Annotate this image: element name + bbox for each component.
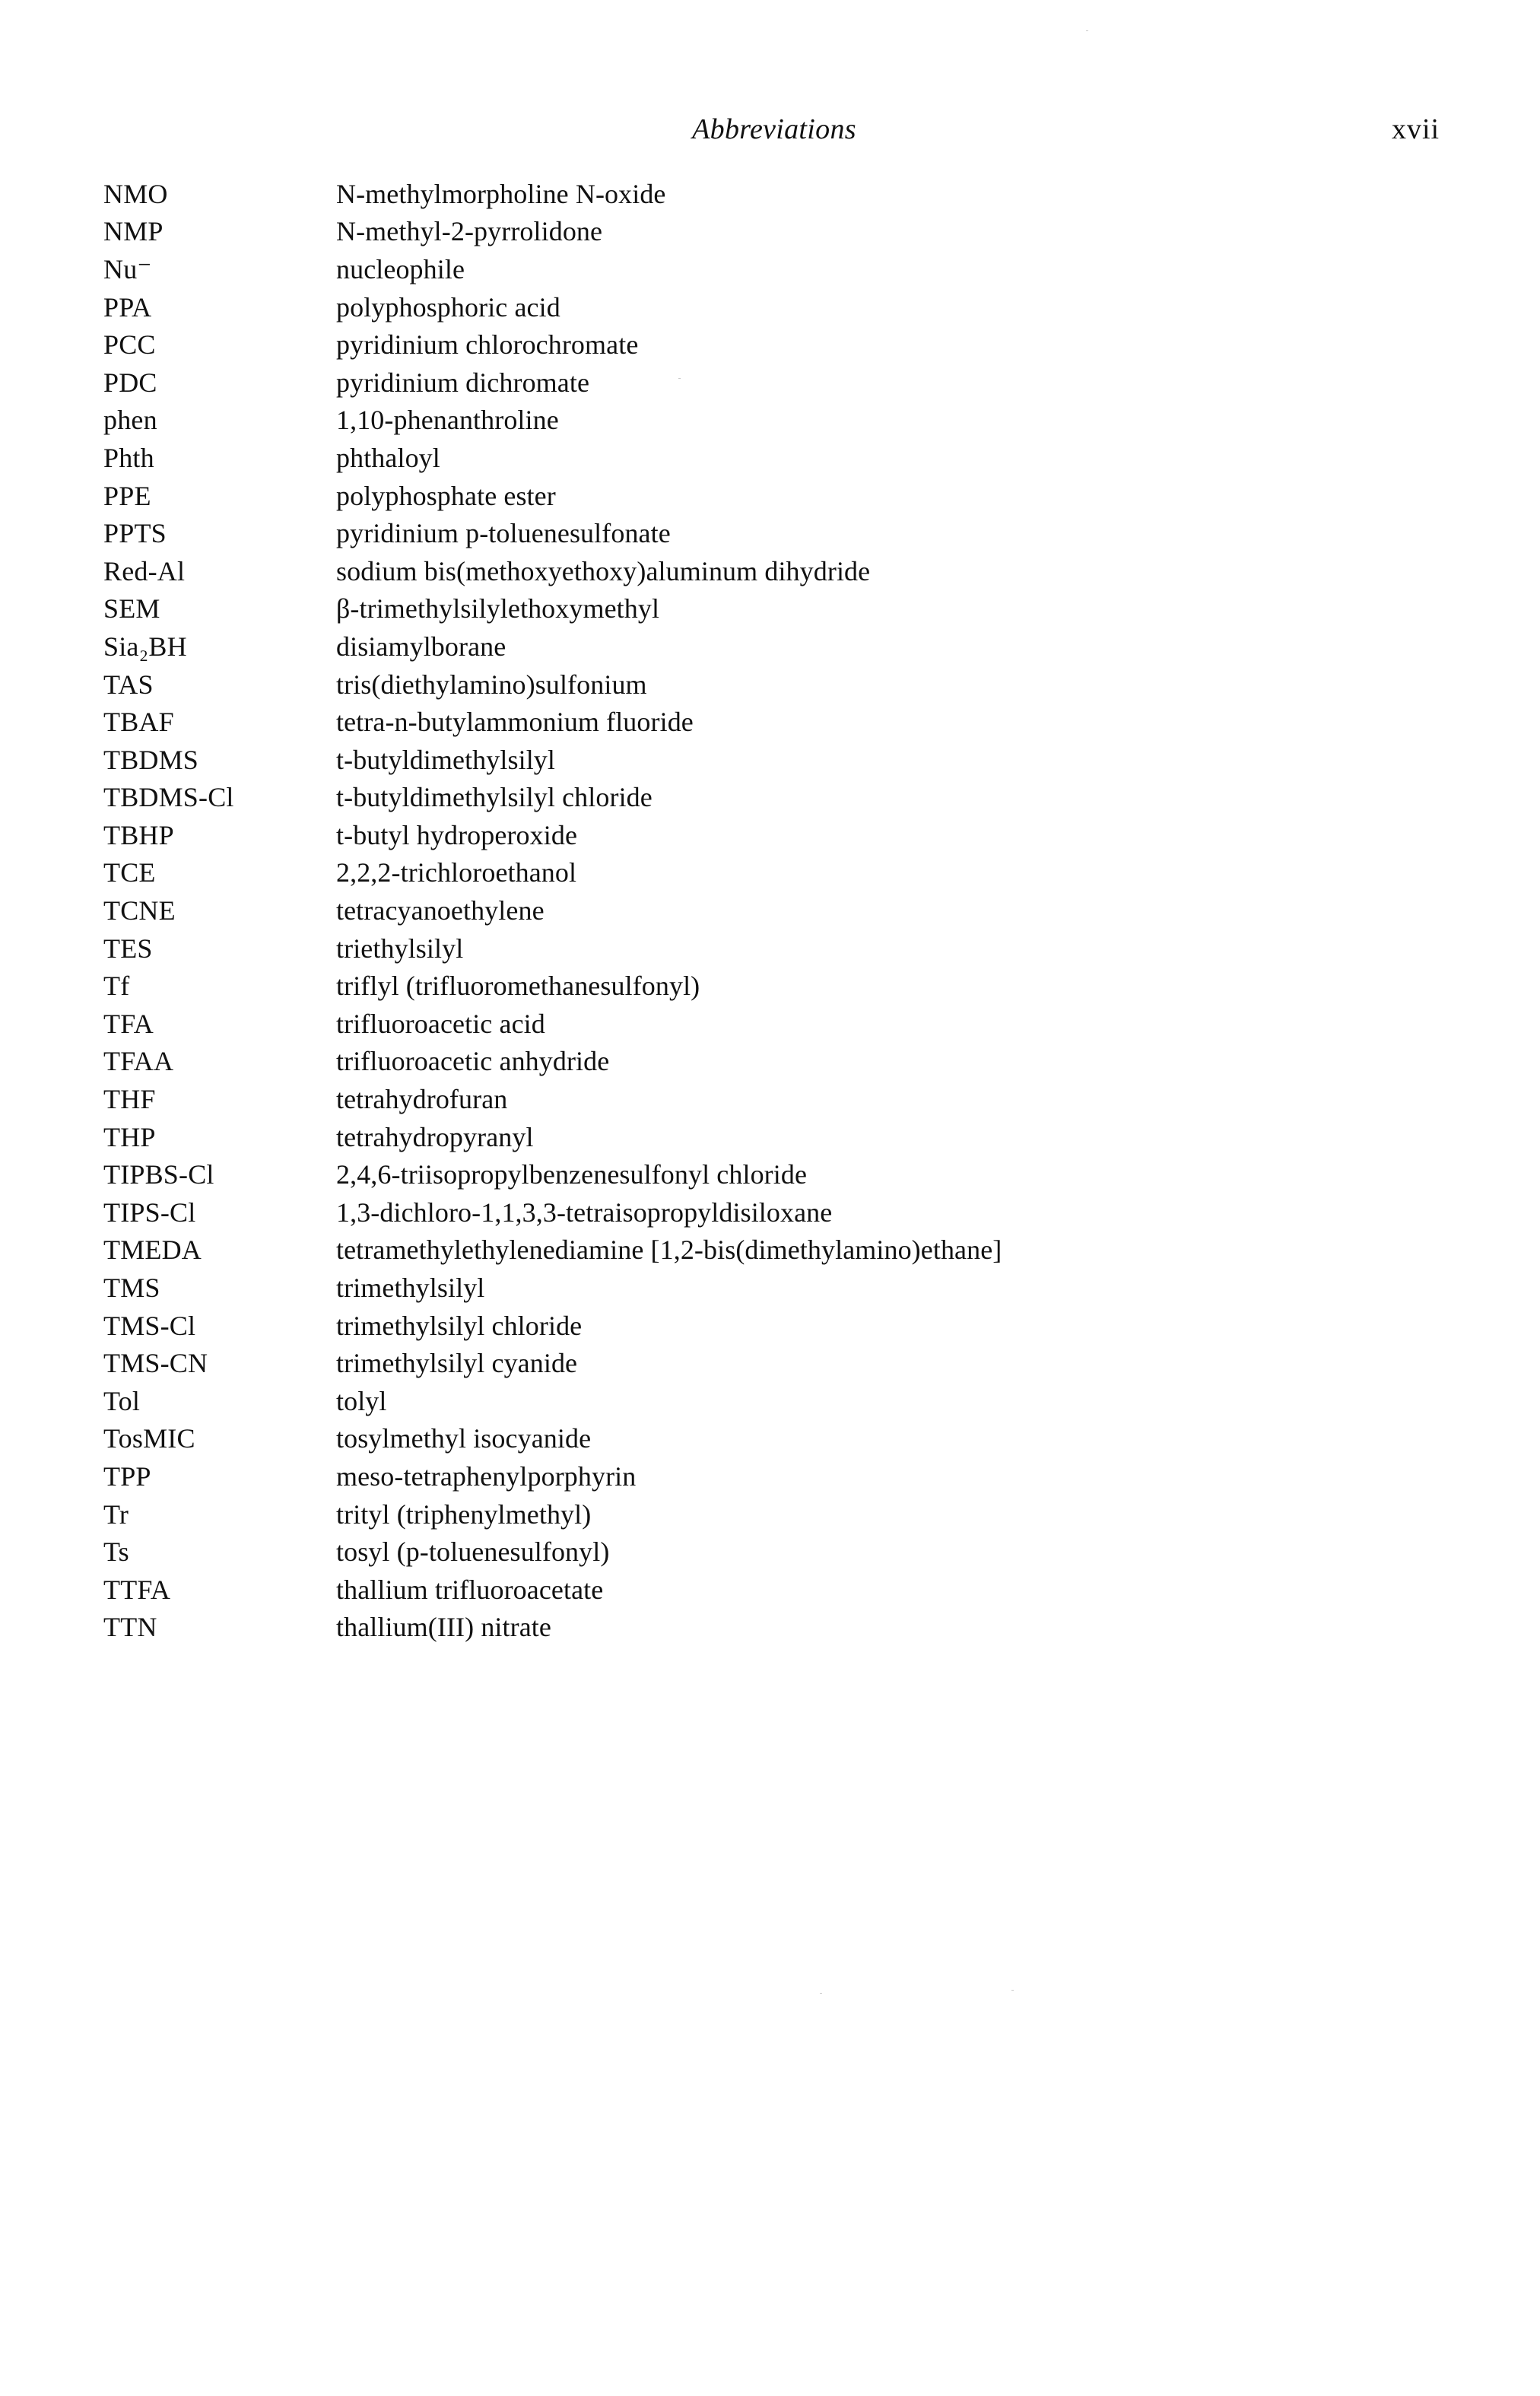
abbreviation-row [103, 628, 1396, 666]
abbreviation-row [103, 666, 1396, 704]
abbreviation-row [103, 1155, 1396, 1193]
abbreviation-row [103, 1005, 1396, 1043]
abbreviation-row [103, 1118, 1396, 1156]
abbreviation-row [103, 1080, 1396, 1118]
abbreviation-row [103, 1043, 1396, 1081]
abbreviation-definition: meso-tetraphenylporphyrin [336, 1460, 637, 1492]
abbreviation-definition: trimethylsilyl [336, 1273, 485, 1304]
abbreviation-row [103, 402, 1396, 440]
abbreviation-term: TCE [103, 857, 156, 888]
scan-speck [1086, 30, 1088, 31]
abbreviation-definition: thallium(III) nitrate [336, 1612, 551, 1643]
abbreviation-term: TMS-Cl [103, 1310, 196, 1341]
abbreviation-definition: phthaloyl [336, 442, 440, 473]
abbreviation-definition: nucleophile [336, 253, 465, 284]
abbreviation-term: TTN [103, 1612, 157, 1643]
abbreviation-row [103, 364, 1396, 402]
abbreviation-term: PPE [103, 480, 151, 511]
abbreviation-definition: β-trimethylsilylethoxymethyl [336, 593, 660, 624]
abbreviation-definition: tris(diethylamino)sulfonium [336, 669, 647, 700]
abbreviation-term: TES [103, 933, 153, 964]
abbreviation-row [103, 552, 1396, 590]
abbreviation-row [103, 1344, 1396, 1382]
abbreviation-definition: N-methylmorpholine N-oxide [336, 178, 666, 209]
abbreviation-definition: tetrahydropyranyl [336, 1121, 534, 1152]
abbreviation-row [103, 703, 1396, 741]
abbreviation-definition: sodium bis(methoxyethoxy)aluminum dihydride [336, 555, 871, 586]
abbreviation-definition: t-butyl hydroperoxide [336, 819, 578, 850]
scan-speck [1011, 1990, 1014, 1991]
abbreviation-definition: polyphosphoric acid [336, 291, 560, 323]
abbreviation-term: phen [103, 405, 157, 436]
abbreviation-definition: triflyl (trifluoromethanesulfonyl) [336, 971, 700, 1002]
abbreviation-definition: tetrahydrofuran [336, 1084, 508, 1115]
abbreviation-row [103, 741, 1396, 779]
abbreviation-row [103, 439, 1396, 477]
abbreviation-definition: tosyl (p-toluenesulfonyl) [336, 1536, 610, 1568]
page-number: xvii [1392, 113, 1440, 145]
abbreviation-term: Red-Al [103, 555, 186, 586]
abbreviation-term: TIPBS-Cl [103, 1159, 214, 1190]
abbreviation-row [103, 854, 1396, 892]
abbreviation-term: Nu⁻ [103, 253, 152, 284]
abbreviation-definition: pyridinium chlorochromate [336, 329, 639, 361]
abbreviation-row [103, 213, 1396, 251]
abbreviation-definition: trimethylsilyl cyanide [336, 1348, 578, 1379]
abbreviation-definition: tetra-n-butylammonium fluoride [336, 707, 694, 738]
abbreviation-definition: triethylsilyl [336, 933, 464, 964]
abbreviation-term: PDC [103, 367, 157, 398]
abbreviation-term: SEM [103, 593, 160, 624]
abbreviation-row [103, 1382, 1396, 1420]
abbreviation-definition: thallium trifluoroacetate [336, 1574, 604, 1605]
abbreviation-definition: pyridinium p-toluenesulfonate [336, 518, 671, 549]
abbreviation-term: Tr [103, 1498, 129, 1530]
abbreviation-definition: trityl (triphenylmethyl) [336, 1498, 592, 1530]
abbreviation-row [103, 1193, 1396, 1231]
abbreviation-row [103, 1307, 1396, 1345]
abbreviation-definition: t-butyldimethylsilyl [336, 744, 555, 775]
abbreviation-term: PPA [103, 291, 152, 323]
abbreviation-definition: tolyl [336, 1385, 387, 1416]
abbreviation-definition: polyphosphate ester [336, 480, 556, 511]
abbreviation-term: TBHP [103, 819, 174, 850]
abbreviation-term: TBDMS-Cl [103, 782, 234, 813]
abbreviation-definition: tetramethylethylenediamine [1,2-bis(dimethylamino)ethane] [336, 1235, 1002, 1266]
abbreviation-term: PCC [103, 329, 156, 361]
abbreviation-term: Sia₂BH [103, 631, 187, 662]
scan-speck [678, 378, 681, 379]
abbreviation-definition: t-butyldimethylsilyl chloride [336, 782, 653, 813]
abbreviation-row [103, 1495, 1396, 1533]
abbreviation-definition: trifluoroacetic acid [336, 1008, 545, 1039]
abbreviation-term: TCNE [103, 895, 176, 926]
abbreviation-term: TosMIC [103, 1423, 195, 1454]
abbreviation-term: TBDMS [103, 744, 199, 775]
abbreviation-row [103, 250, 1396, 288]
abbreviation-row [103, 816, 1396, 854]
abbreviation-row [103, 779, 1396, 817]
abbreviation-definition: trifluoroacetic anhydride [336, 1046, 610, 1077]
abbreviation-term: TBAF [103, 707, 174, 738]
abbreviation-term: TPP [103, 1460, 151, 1492]
abbreviation-row [103, 1571, 1396, 1609]
abbreviation-definition: tosylmethyl isocyanide [336, 1423, 592, 1454]
abbreviation-definition: N-methyl-2-pyrrolidone [336, 216, 603, 247]
abbreviation-term: TIPS-Cl [103, 1196, 196, 1228]
abbreviation-term: TTFA [103, 1574, 171, 1605]
abbreviation-term: TAS [103, 669, 154, 700]
abbreviation-row [103, 967, 1396, 1005]
abbreviation-term: TMS [103, 1273, 160, 1304]
abbreviation-term: TMEDA [103, 1235, 202, 1266]
scan-speck [820, 1993, 822, 1994]
abbreviation-definition: trimethylsilyl chloride [336, 1310, 583, 1341]
abbreviation-row [103, 929, 1396, 968]
running-title: Abbreviations [692, 113, 856, 145]
abbreviation-row [103, 1231, 1396, 1269]
abbreviation-list [103, 175, 1396, 1646]
abbreviation-term: NMO [103, 178, 168, 209]
abbreviation-row [103, 175, 1396, 213]
abbreviation-row [103, 1609, 1396, 1647]
abbreviation-term: THF [103, 1084, 156, 1115]
abbreviation-row [103, 1533, 1396, 1571]
abbreviation-term: Ts [103, 1536, 129, 1568]
abbreviation-definition: pyridinium dichromate [336, 367, 590, 398]
abbreviation-term: THP [103, 1121, 156, 1152]
abbreviation-row [103, 288, 1396, 326]
abbreviation-term: NMP [103, 216, 164, 247]
abbreviation-row [103, 514, 1396, 552]
abbreviation-term: TFA [103, 1008, 154, 1039]
abbreviation-term: TFAA [103, 1046, 174, 1077]
abbreviation-definition: 1,10-phenanthroline [336, 405, 559, 436]
abbreviation-row [103, 891, 1396, 929]
abbreviation-definition: tetracyanoethylene [336, 895, 545, 926]
abbreviation-row [103, 590, 1396, 628]
abbreviation-term: Phth [103, 442, 154, 473]
abbreviation-term: Tol [103, 1385, 141, 1416]
abbreviation-row [103, 1420, 1396, 1458]
abbreviation-definition: 2,2,2-trichloroethanol [336, 857, 577, 888]
abbreviation-row [103, 477, 1396, 515]
abbreviation-term: Tf [103, 971, 130, 1002]
abbreviation-definition: disiamylborane [336, 631, 506, 662]
abbreviation-row [103, 1457, 1396, 1495]
abbreviation-term: PPTS [103, 518, 167, 549]
abbreviation-definition: 1,3-dichloro-1,1,3,3-tetraisopropyldisiloxane [336, 1196, 833, 1228]
abbreviation-definition: 2,4,6-triisopropylbenzenesulfonyl chloride [336, 1159, 808, 1190]
abbreviation-row [103, 1269, 1396, 1307]
abbreviation-row [103, 326, 1396, 364]
abbreviation-term: TMS-CN [103, 1348, 208, 1379]
